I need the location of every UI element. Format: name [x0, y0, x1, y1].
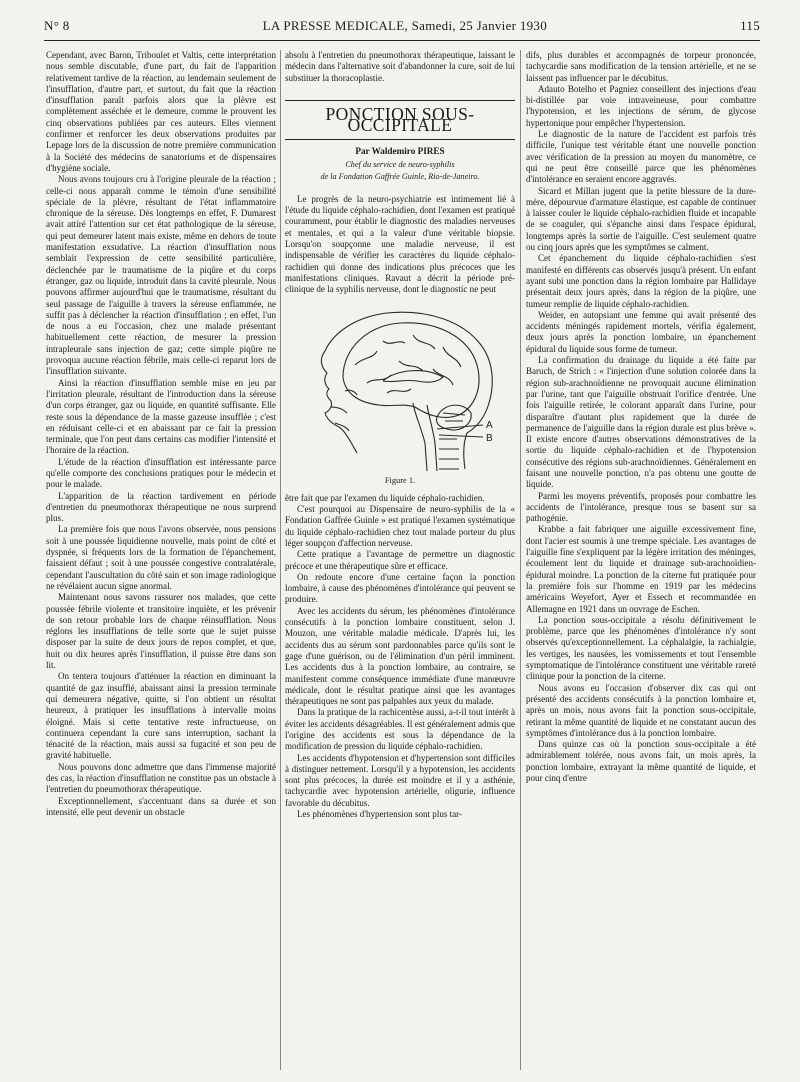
paragraph: On redoute encore d'une certaine façon la ponction lombaire, à cause des phénomènes d'intolérance qui peuvent se produire.	[285, 571, 515, 605]
column-divider	[280, 50, 281, 1070]
paragraph: Maintenant nous savons rassurer nos malades, que cette poussée fébrile violente et transitoire inquiète, et les prévenir de son retour probable lors de chaque réinsufflation. Nous réglons les insufflations de telle sorte que le sujet puisse disposer par la suite de deux jours de repos complet, et que, huit ou dix heures après l'insufflation, il puisse être dans son lit.	[46, 592, 276, 671]
title-rule	[285, 139, 515, 140]
header-rule	[44, 40, 760, 41]
paragraph: Cependant, avec Baron, Triboulet et Valtis, cette interprétation nous semble discutable, d'une part, du fait de l'apparition relativement tardive de la réaction, au lendemain seulement de l'insufflation, d'autre part, et surtout, du fait que la réaction d'insufflation paraît parfois alors que la plèvre est complètement asséchée et le demeure, comme le prouvent les cinq observations publiées par ces auteurs. Elles viennent confirmer et renforcer les deux observations produites par Lepage lors de la discussion de notre première communication à la Société des médecins de sanatoriums et de dispensaires d'hygiène sociale.	[46, 50, 276, 173]
paragraph: Cette pratique a l'avantage de permettre un diagnostic précoce et une thérapeutique sûre et efficace.	[285, 549, 515, 571]
paragraph: La première fois que nous l'avons observée, nous pensions soit à une poussée liquidienne nouvelle, mais point de côté et dyspnée, si fréquents lors de la formation de l'épanchement, faisaient défaut ; soit à une poussée congestive contralatérale, cependant l'auscultation du côté sain et son image radiologique ne révélaient aucun signe anormal.	[46, 524, 276, 591]
paragraph: C'est pourquoi au Dispensaire de neuro-syphilis de la « Fondation Gaffrée Guinle » est pratiqué l'examen systématique du liquide céphalo-rachidien chez tout malade porteur du plus léger soupçon d'affection nerveuse.	[285, 504, 515, 548]
paragraph: L'apparition de la réaction tardivement en période d'entretien du pneumothorax thérapeutique ne nous surprend plus.	[46, 490, 276, 524]
author-affiliation: Chef du service de neuro-syphilis	[345, 159, 455, 169]
figure-caption: Figure 1.	[384, 476, 416, 486]
author-affiliation: de la Fondation Gaffrée Guinle, Rio-de-Janeiro.	[320, 171, 480, 181]
paragraph: Dans la pratique de la rachicentèse aussi, a-t-il tout intérêt à éviter les accidents désagréables. Il est généralement admis que l'origine des accidents est sous la dépendance de la modification de pression du liquide céphalo-rachidien.	[285, 707, 515, 752]
title-rule	[285, 100, 515, 101]
head-sagittal-illustration	[287, 303, 513, 473]
column-3	[526, 50, 756, 1070]
paragraph: difs, plus durables et accompagnés de torpeur prononcée, tachycardie sans modification de la tension artérielle, et ne se laissent pas influencer par le décubitus.	[526, 50, 756, 83]
masthead: LA PRESSE MEDICALE, Samedi, 25 Janvier 1930	[262, 18, 548, 33]
paragraph: Adauto Botelho et Pagniez conseillent des injections d'eau bi-distillée par voie intraveineuse, pour combattre l'hypotension, et les injections de sérum, de glycose hypertonique pour empêcher l'hypertension.	[526, 83, 756, 128]
article-title: PONCTION SOUS-OCCIPITALE	[325, 103, 475, 136]
paragraph: Cet épanchement du liquide céphalo-rachidien s'est manifesté en différents cas observés jusqu'à présent. Un enfant ayant subi une ponction dans la région lombaire par Hallidaye présentait deux jours après, dans la région de la piqûre, une tumeur remplie de liquide céphalo-rachidien.	[526, 253, 756, 309]
paragraph: Dans quinze cas où la ponction sous-occipitale a été admirablement tolérée, nous avons fait, un mois après, la ponction lombaire, extrayant la même quantité de liquide, et pour cinq d'entre	[526, 739, 756, 783]
paragraph: Nous avons eu l'occasion d'observer dix cas qui ont présenté des accidents consécutifs à la ponction lombaire et, après un mois, nous avons fait la ponction sous-occipitale, retirant la même quantité de liquide et ne constatant aucun des symptômes d'intolérance dus à la ponction lombaire.	[526, 682, 756, 738]
figure-1	[285, 303, 515, 486]
page-number: 115	[740, 18, 760, 33]
paragraph: Le diagnostic de la nature de l'accident est parfois très difficile, l'unique test véritable étant une nouvelle ponction avec vérification de la pression au moyen du manomètre, ce qui ne peut être conseillé parce que les phénomènes d'intolérance en seraient encore aggravés.	[526, 129, 756, 185]
figure-label-a: A	[486, 420, 493, 432]
paragraph: Sicard et Millan jugent que la petite blessure de la dure-mère, dépourvue d'armature élastique, est capable de continuer à laisser couler le liquide céphalo-rachidien fluide et incapable de se coaguler, qui s'épanche ainsi dans l'espace épidural, longtemps après la sortie de l'aiguille. C'est seulement quatre ou cinq jours après que les symptômes se calment.	[526, 185, 756, 253]
paragraph: Krabbe a fait fabriquer une aiguille excessivement fine, dont l'acier est soumis à une trempe spéciale. Les avantages de l'aiguille fine s'expliquent par la légère irritation des méninges, écoulement lent du liquide et drainage sub-arachnoïdien-épidural moindre. La ponction de la citerne fut pratiquée pour la première fois sur l'homme en 1919 par les médecins américains Weyefort, Ayer et Essech et recommandée en Allemagne en 1921 dans un ouvrage de Eschen.	[526, 524, 756, 614]
figure-label-b: B	[486, 433, 493, 445]
paragraph: Les phénomènes d'hypertension sont plus tar-	[297, 809, 463, 820]
paragraph: Nous avons toujours cru à l'origine pleurale de la réaction ; celle-ci nous apparaît comme le témoin d'une sensibilité spéciale de la plèvre, résultant de l'état inflammatoire chronique de la séreuse. Dès longtemps en effet, F. Dumarest avait attiré l'attention sur cet état pathologique de la séreuse, qui peut demeurer latent mais existe, même en dehors de toute manifestation exsudative. La réaction d'insufflation nous semblait l'expression de cette sensibilité particulière, déclenchée par le traumatisme de la piqûre et du corps étranger, gaz ou liquide, introduit dans la cavité pleurale. Nous pouvons affirmer aujourd'hui que le traumatisme, résultant du seul passage de l'aiguille à travers la séreuse enflammée, ne suffit pas à déclencher la réaction d'insufflation ; en effet, l'un de nous a eu l'occasion, chez une malade présentant habituellement cette réaction, de mesurer la pression intrapleurale sans injection de gaz; cette simple piqûre ne provoqua aucune réaction fébrile, mais celle-ci reparut lors de l'insufflation suivante.	[46, 174, 276, 377]
column-2	[285, 50, 515, 1070]
page-header	[44, 18, 760, 40]
paragraph: être fait que par l'examen du liquide céphalo-rachidien.	[285, 492, 485, 503]
paragraph: On tentera toujours d'atténuer la réaction en diminuant la quantité de gaz insufflé, abaissant ainsi la pression terminale qui demeurera négative, quitte, si l'on obtient un résultat heureux, à pratiquer les insufflations à intervalle moins éloigné. Mais si cette tentative reste infructueuse, on continuera cependant la cure sans interruption, sachant la ténacité de la réaction, mais aussi sa fugacité et son peu de gravité habituelle.	[46, 671, 276, 761]
article-heading	[285, 100, 515, 182]
paragraph: La confirmation du drainage du liquide a été faite par Baruch, de Strich : « l'injection d'une solution colorée dans la région sub-arachnoïdienne ne provoquait aucune élimination par l'urine, tant que l'aiguille obstruait l'orifice d'entrée. Une fois l'aiguille retirée, le colorant apparaît dans l'urine, pour disparaître d'autant plus rapidement que la durée de permanence de l'aiguille dans la région durale est plus brève ». Il existe encore d'autres observations démonstratives de la sortie du liquide céphalo-rachidien et de l'hypotension consécutive des régions sub-arachnoïdiennes. Généralement en faisant une nouvelle ponction, n'a pas obtenu une goutte de liquide.	[526, 355, 756, 490]
paragraph: Parmi les moyens préventifs, proposés pour combattre les accidents de l'intolérance, presque tous se basent sur sa pathogénie.	[526, 490, 756, 524]
column-divider	[520, 50, 521, 1070]
paragraph: Ainsi la réaction d'insufflation semble mise en jeu par l'irritation pleurale, résultant de l'introduction dans la séreuse d'un corps étranger, gaz ou liquide, en quantité suffisante. Elle reste sous la dépendance de la masse gazeuse insufflée ; c'est en réduisant celle-ci et en abaissant par ce fait la pression terminale, que l'on peut dans certains cas modifier l'intensité et l'horaire de la réaction.	[46, 377, 276, 456]
issue-number: N° 8	[44, 18, 70, 33]
paragraph: Nous pouvons donc admettre que dans l'immense majorité des cas, la réaction d'insufflation ne constitue pas un obstacle à l'entretien du pneumothorax thérapeutique.	[46, 761, 276, 795]
paragraph: L'étude de la réaction d'insufflation est intéressante parce qu'elle comporte des conclusions pratiques pour le médecin et pour le malade.	[46, 456, 276, 490]
paragraph: Le progrès de la neuro-psychiatrie est intimement lié à l'étude du liquide céphalo-rachidien, dont l'examen est pratiqué couramment, pour établir le diagnostic des maladies nerveuses et mentales, et qui a la valeur d'une véritable biopsie. Lorsqu'on soupçonne une maladie nerveuse, il est indispensable de vérifier les caractères du liquide céphalo-rachidien qui donne des indications plus précoces que les manifestations cliniques. Ravaut a décrit la période pré-clinique de la syphilis nerveuse, dont le diagnostic ne peut	[285, 193, 515, 295]
paragraph: Les accidents d'hypotension et d'hypertension sont difficiles à distinguer nettement. Lorsqu'il y a hypotension, les accidents sont plus précoces, la durée est moindre et il y a asthénie, tachycardie avec hypotension artérielle, oligurie, influence favorable du décubitus.	[285, 752, 515, 808]
article-author: Par Waldemiro PIRES	[355, 146, 445, 157]
paragraph: Avec les accidents du sérum, les phénomènes d'intolérance consécutifs à la ponction lombaire constituent, selon J. Mouzon, une véritable maladie médicale. D'après lui, les accidents dus au sérum sont pardonnables parce qu'ils sont le gage d'une guérison, ou de l'élimination d'un péril imminent. Les accidents dus à la ponction lombaire, au contraire, se manifestent comme conséquence immédiate d'une manœuvre médicale, dont le résultat pratique ainsi que les avantages thérapeutiques ne sont pas palpables aux yeux du malade.	[285, 605, 515, 707]
paragraph: Exceptionnellement, s'accentuant dans sa durée et son intensité, elle peut devenir un obstacle	[46, 795, 276, 817]
column-1	[46, 50, 276, 1070]
paragraph: absolu à l'entretien du pneumothorax thérapeutique, laissant le médecin dans l'alternative soit d'abandonner la cure, soit de lui substituer la thoracoplastie.	[285, 50, 515, 83]
paragraph: La ponction sous-occipitale a résolu définitivement le problème, parce que les phénomènes d'intolérance n'y sont observés qu'exceptionnellement. La céphalalgie, la rachialgie, les vertiges, les nausées, les vomissements et tout l'ensemble symptomatique de l'intolérance constituent une véritable rareté clinique pour la ponction de la citerne.	[526, 614, 756, 682]
paragraph: Weider, en autopsiant une femme qui avait présenté des accidents méningés rapidement mortels, vérifia également, deux jours après la ponction lombaire, un épanchement épidural du liquide sous forme de tumeur.	[526, 309, 756, 354]
